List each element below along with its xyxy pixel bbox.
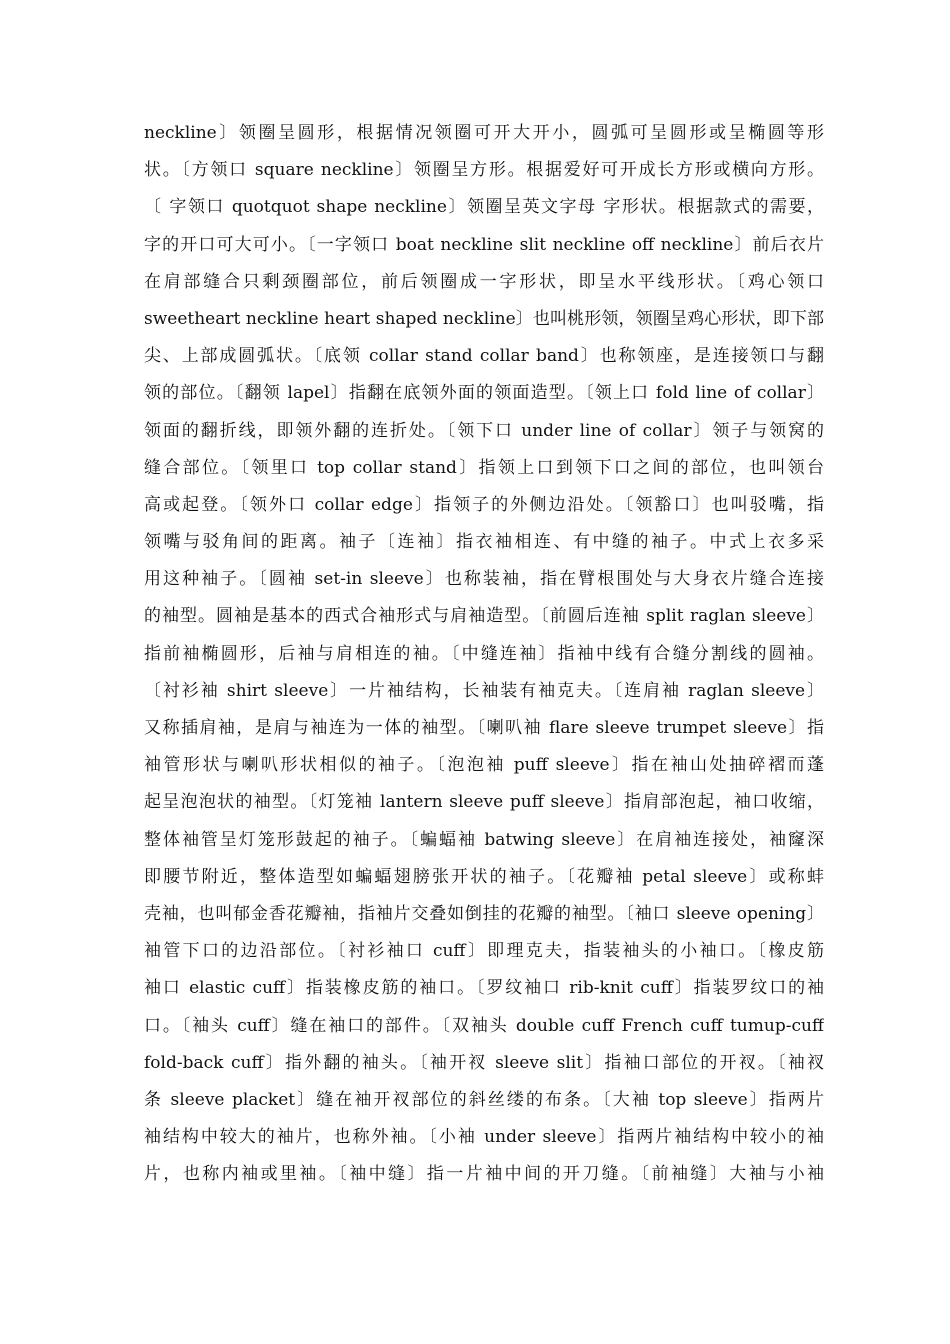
text-line: 〔 字领口 quotquot shape neckline〕领圈呈英文字母 字形状。根据款式的需要， <box>144 197 824 218</box>
text-line: 即腰节附近，整体造型如蝙蝠翅膀张开状的袖子。〔花瓣袖 petal sleeve〕或称蚌 <box>144 866 824 887</box>
text-line: 缝合部位。〔领里口 top collar stand〕指领上口到领下口之间的部位，也叫领台 <box>144 457 824 478</box>
text-line: 袖口 elastic cuff〕指装橡皮筋的袖口。〔罗纹袖口 rib-knit cuff〕指装罗纹口的袖 <box>144 978 824 999</box>
text-line: neckline〕领圈呈圆形，根据情况领圈可开大开小，圆弧可呈圆形或呈椭圆等形 <box>144 123 824 143</box>
text-line: 领嘴与驳角间的距离。袖子〔连袖〕指衣袖相连、有中缝的袖子。中式上衣多采 <box>144 532 824 553</box>
text-line: 状。〔方领口 square neckline〕领圈呈方形。根据爱好可开成长方形或横向方形。 <box>144 160 824 181</box>
text-line: 用这种袖子。〔圆袖 set-in sleeve〕也称装袖，指在臂根围处与大身衣片缝合连接 <box>144 569 824 590</box>
text-line: 高或起登。〔领外口 collar edge〕指领子的外侧边沿处。〔领豁口〕也叫驳嘴，指 <box>144 494 824 515</box>
text-line: fold-back cuff〕指外翻的袖头。〔袖开衩 sleeve slit〕指袖口部位的开衩。〔袖衩 <box>144 1052 824 1073</box>
text-line: 字的开口可大可小。〔一字领口 boat neckline slit neckline off neckline〕前后衣片 <box>144 234 824 255</box>
text-line: 整体袖管呈灯笼形鼓起的袖子。〔蝙蝠袖 batwing sleeve〕在肩袖连接处，袖窿深 <box>144 829 824 850</box>
text-line: 又称插肩袖，是肩与袖连为一体的袖型。〔喇叭袖 flare sleeve trumpet sleeve〕指 <box>144 718 824 738</box>
text-line: 袖管形状与喇叭形状相似的袖子。〔泡泡袖 puff sleeve〕指在袖山处抽碎褶而蓬 <box>144 755 824 776</box>
text-line: 〔衬衫袖 shirt sleeve〕一片袖结构，长袖装有袖克夫。〔连肩袖 raglan sleeve〕 <box>144 680 824 701</box>
text-line: 口。〔袖头 cuff〕缝在袖口的部件。〔双袖头 double cuff French cuff tumup-cuff <box>144 1015 824 1036</box>
text-line: 领面的翻折线，即领外翻的连折处。〔领下口 under line of collar〕领子与领窝的 <box>144 420 824 441</box>
text-line: 袖管下口的边沿部位。〔衬衫袖口 cuff〕即理克夫，指装袖头的小袖口。〔橡皮筋 <box>144 941 824 962</box>
text-line: 指前袖椭圆形，后袖与肩相连的袖。〔中缝连袖〕指袖中线有合缝分割线的圆袖。 <box>144 643 824 664</box>
text-line: 片，也称内袖或里袖。〔袖中缝〕指一片袖中间的开刀缝。〔前袖缝〕大袖与小袖 <box>144 1164 824 1185</box>
text-line: 条 sleeve placket〕缝在袖开衩部位的斜丝缕的布条。〔大袖 top sleeve〕指两片 <box>144 1089 824 1110</box>
text-line: 袖结构中较大的袖片，也称外袖。〔小袖 under sleeve〕指两片袖结构中较小的袖 <box>144 1127 824 1148</box>
text-line: 领的部位。〔翻领 lapel〕指翻在底领外面的领面造型。〔领上口 fold line of collar〕 <box>144 383 824 404</box>
text-line: 尖、上部成圆弧状。〔底领 collar stand collar band〕也称领座，是连接领口与翻 <box>144 346 824 367</box>
text-line: sweetheart neckline heart shaped neckline〕也叫桃形领，领圈呈鸡心形状，即下部 <box>144 308 824 329</box>
body-text <box>144 115 824 1193</box>
text-line: 在肩部缝合只剩颈圈部位，前后领圈成一字形状，即呈水平线形状。〔鸡心领口 <box>144 271 824 292</box>
text-line: 起呈泡泡状的袖型。〔灯笼袖 lantern sleeve puff sleeve〕指肩部泡起，袖口收缩， <box>144 792 824 813</box>
text-line: 壳袖，也叫郁金香花瓣袖，指袖片交叠如倒挂的花瓣的袖型。〔袖口 sleeve opening〕 <box>144 903 824 924</box>
text-line: 的袖型。圆袖是基本的西式合袖形式与肩袖造型。〔前圆后连袖 split raglan sleeve〕 <box>144 606 824 627</box>
